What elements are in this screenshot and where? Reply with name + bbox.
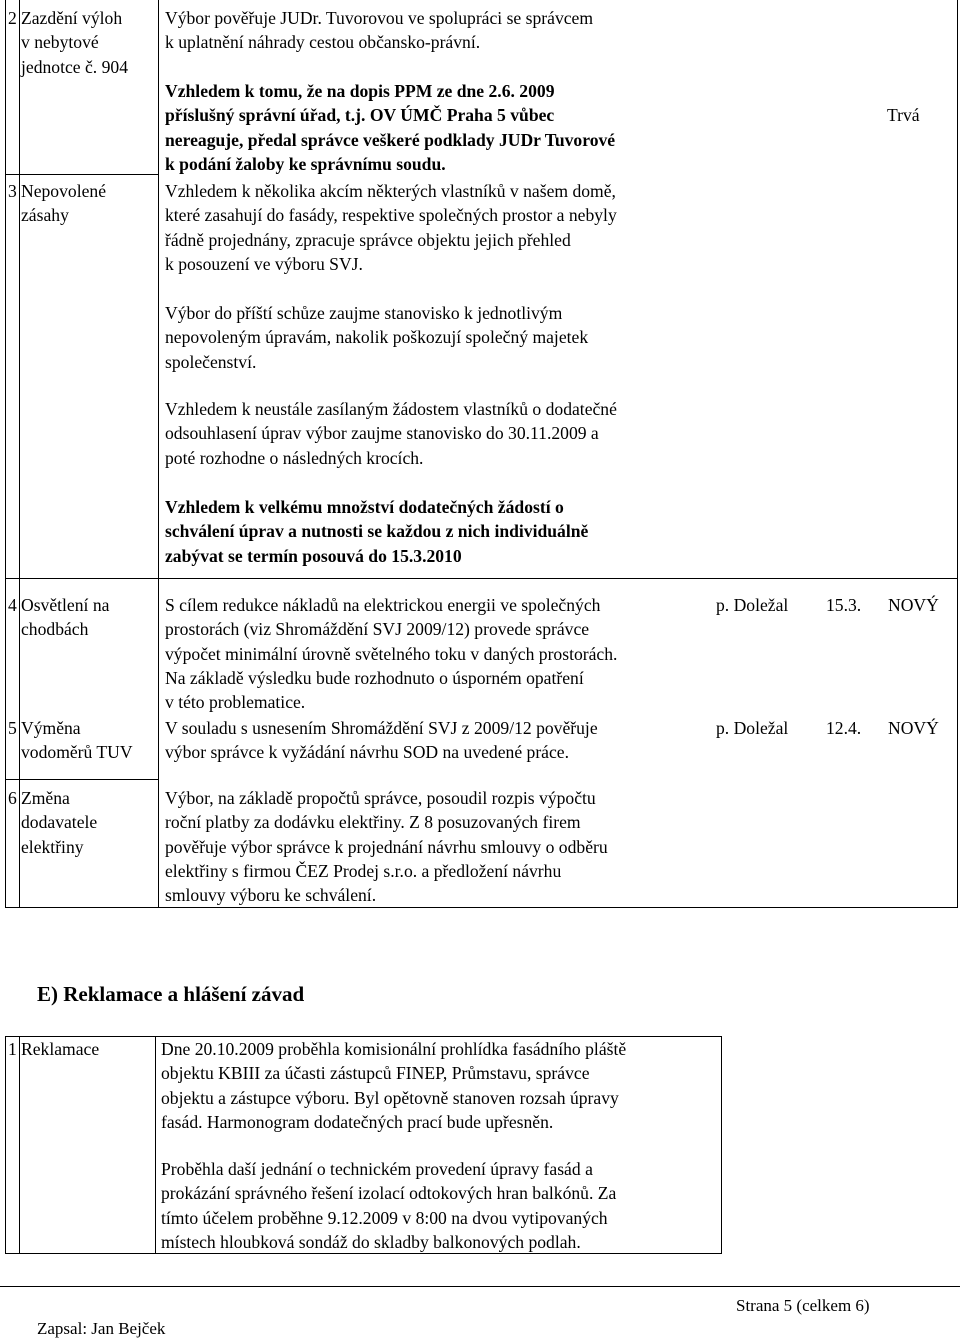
row-paragraph: Proběhla daší jednání o technickém provedení úpravy fasád a prokázání správného řešení izolací odtokových hran balkónů. Za tímto účelem proběhne 9.12.2009 v 8:00 na dvou vytipovaných místech hloubková sondáž do skladby balkonových podlah. [161, 1159, 617, 1252]
row-topic: Osvětlení na chodbách [21, 595, 110, 640]
row-number: 3 [8, 181, 17, 201]
row-responsible: p. Doležal [716, 718, 789, 738]
page-number: Strana 5 (celkem 6) [736, 1296, 870, 1315]
table-border [158, 0, 159, 579]
footer-divider [0, 1286, 960, 1287]
row-topic: Změna dodavatele elektřiny [21, 788, 98, 857]
row-number: 5 [8, 718, 17, 738]
table-border [957, 0, 958, 579]
row-paragraph: Dne 20.10.2009 proběhla komisionální prohlídka fasádního pláště objektu KBIII za účasti zástupců FINEP, Průmstavu, správce objektu a zástupce výboru. Byl opětovně stanoven rozsah úpravy fasád. Harmonogram dodatečných prací bude upřesněn. [161, 1039, 627, 1132]
row-number: 6 [8, 788, 17, 808]
section-heading: E) Reklamace a hlášení závad [37, 982, 305, 1006]
row-paragraph: Vzhledem k neustále zasílaným žádostem vlastníků o dodatečné odsouhlasení úprav výbor zaujme stanovisko do 30.11.2009 a poté rozhodne o následných krocích. [165, 399, 617, 468]
row-status: NOVÝ [888, 718, 939, 738]
row-paragraph: Výbor, na základě propočtů správce, posoudil rozpis výpočtu roční platby za dodávku elektřiny. Z 8 posuzovaných firem pověřuje výbor správce k projednání návrhu smlouvy o odběru elektřiny s firmou ČEZ Prodej s.r.o. a předložení návrhu smlouvy výboru ke schválení. [165, 788, 608, 906]
table-border [155, 1036, 156, 1254]
recorder-label: Zapsal: Jan Bejček [37, 1319, 166, 1338]
table-border [158, 578, 159, 908]
row-topic: Nepovolené zásahy [21, 181, 107, 226]
row-paragraph-bold: Vzhledem k tomu, že na dopis PPM ze dne 2.6. 2009 příslušný správní úřad, t.j. OV ÚMČ Praha 5 vůbec nereaguje, předal správce veškeré podklady JUDr Tuvorové k podání žaloby ke správnímu soudu. [165, 81, 616, 174]
row-responsible: p. Doležal [716, 595, 789, 615]
table-border [19, 0, 20, 579]
row-date: 12.4. [826, 718, 862, 738]
table-border [5, 578, 958, 579]
row-topic: Výměna vodoměrů TUV [21, 718, 133, 763]
row-paragraph: V souladu s usnesením Shromáždění SVJ z 2009/12 pověřuje výbor správce k vyžádání návrhu SOD na uvedené práce. [165, 718, 598, 763]
table-border [5, 0, 6, 579]
row-date: 15.3. [826, 595, 862, 615]
row-number: 2 [8, 8, 17, 28]
table-border [5, 174, 158, 175]
table-border [957, 578, 958, 908]
row-paragraph: Výbor pověřuje JUDr. Tuvorovou ve spolupráci se správcem k uplatnění náhrady cestou občansko-právní. [165, 8, 594, 53]
table-border [5, 1036, 6, 1254]
table-border [5, 578, 6, 908]
table-border [5, 779, 158, 780]
row-status: Trvá [887, 105, 920, 125]
row-topic: Zazdění výloh v nebytové jednotce č. 904 [21, 8, 128, 77]
row-paragraph-bold: Vzhledem k velkému množství dodatečných žádostí o schválení úprav a nutnosti se každou z nich individuálně zabývat se termín posouvá do 15.3.2010 [165, 497, 589, 566]
row-paragraph: Výbor do příští schůze zaujme stanovisko k jednotlivým nepovoleným úpravám, nakolik poškozují společný majetek společenství. [165, 303, 589, 372]
row-status: NOVÝ [888, 595, 939, 615]
row-number: 1 [8, 1039, 17, 1059]
row-paragraph: S cílem redukce nákladů na elektrickou energii ve společných prostorách (viz Shromáždění SVJ 2009/12) provede správce výpočet minimální úrovně světelného toku v daných prostorách. Na základě výsledku bude rozhodnuto o úsporném opatření v této problematice. [165, 595, 618, 713]
table-border [19, 578, 20, 908]
row-topic: Reklamace [21, 1039, 100, 1059]
table-border [19, 1036, 20, 1254]
table-border [721, 1036, 722, 1254]
row-number: 4 [8, 595, 17, 615]
row-paragraph: Vzhledem k několika akcím některých vlastníků v našem domě, které zasahují do fasády, respektive společných prostor a nebyly řádně projednány, zpracuje správce objektu jejich přehled k posouzení ve výboru SVJ. [165, 181, 617, 274]
